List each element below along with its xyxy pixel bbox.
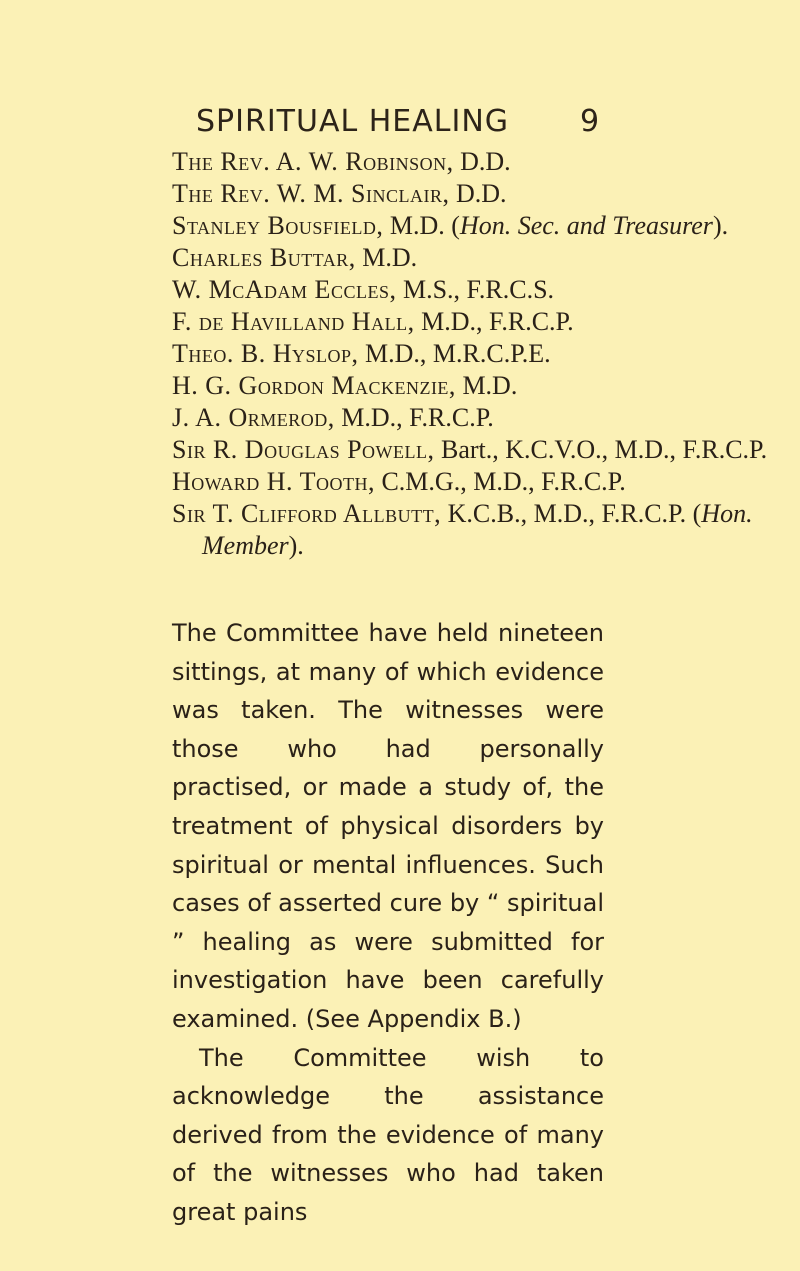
- member-entry: [172, 498, 772, 562]
- member-credentials: M.D.: [355, 243, 418, 272]
- member-note: Hon. Sec. and Treasurer: [459, 211, 713, 240]
- member-name: F. de Havilland Hall,: [172, 307, 415, 336]
- running-title: SPIRITUAL HEALING: [196, 104, 510, 139]
- member-credentials: M.D., F.R.C.P.: [414, 307, 574, 336]
- member-name: H. G. Gordon Mackenzie,: [172, 371, 456, 400]
- running-header: [0, 104, 800, 144]
- member-name: Howard H. Tooth,: [172, 467, 375, 496]
- member-name: Theo. B. Hyslop,: [172, 339, 359, 368]
- committee-member-list: [172, 146, 772, 562]
- member-entry: [172, 146, 772, 178]
- page-number: 9: [580, 104, 600, 139]
- member-suffix: ).: [288, 531, 304, 560]
- member-credentials: M.D.: [455, 371, 518, 400]
- member-entry: [172, 274, 772, 306]
- member-entry: [172, 402, 772, 434]
- member-credentials: D.D.: [449, 179, 507, 208]
- member-name: W. McAdam Eccles,: [172, 275, 397, 304]
- member-credentials: M.D. (: [383, 211, 460, 240]
- paragraph: The Committee wish to acknowledge the assistance derived from the evidence of many of the witnesses who had taken great pains: [172, 1043, 604, 1226]
- member-entry: [172, 178, 772, 210]
- member-credentials: C.M.G., M.D., F.R.C.P.: [374, 467, 626, 496]
- member-suffix: ).: [712, 211, 729, 240]
- paragraph: The Committee have held nineteen sittings, at many of which evidence was taken. The witnesses were those who had personally practised, or made a study of, the treatment of physical disorders by spiritual or mental influences. Such cases of asserted cure by “ spiritual ” healing as were submitted for investigation have been carefully examined. (See Appendix B.): [172, 619, 604, 1033]
- member-credentials: M.D., F.R.C.P.: [334, 403, 494, 432]
- member-name: The Rev. A. W. Robinson,: [172, 147, 454, 176]
- member-name: Stanley Bousfield,: [172, 211, 384, 240]
- member-entry: [172, 306, 772, 338]
- member-name: Charles Buttar,: [172, 243, 356, 272]
- member-entry: [172, 242, 772, 274]
- member-credentials: M.S., F.R.C.S.: [396, 275, 555, 304]
- member-credentials: K.C.B., M.D., F.R.C.P. (: [441, 499, 702, 528]
- member-entry: [172, 434, 772, 466]
- member-credentials: M.D., M.R.C.P.E.: [358, 339, 551, 368]
- member-entry: [172, 210, 772, 242]
- member-name: Sir R. Douglas Powell,: [172, 435, 435, 464]
- member-name: J. A. Ormerod,: [172, 403, 335, 432]
- member-entry: [172, 338, 772, 370]
- member-note: Hon. Member: [202, 499, 753, 560]
- member-name: The Rev. W. M. Sinclair,: [172, 179, 450, 208]
- body-text: [172, 614, 604, 1232]
- member-credentials: D.D.: [453, 147, 511, 176]
- member-name: Sir T. Clifford Allbutt,: [172, 499, 442, 528]
- member-credentials: Bart., K.C.V.O., M.D., F.R.C.P.: [434, 435, 768, 464]
- member-entry: [172, 370, 772, 402]
- member-entry: [172, 466, 772, 498]
